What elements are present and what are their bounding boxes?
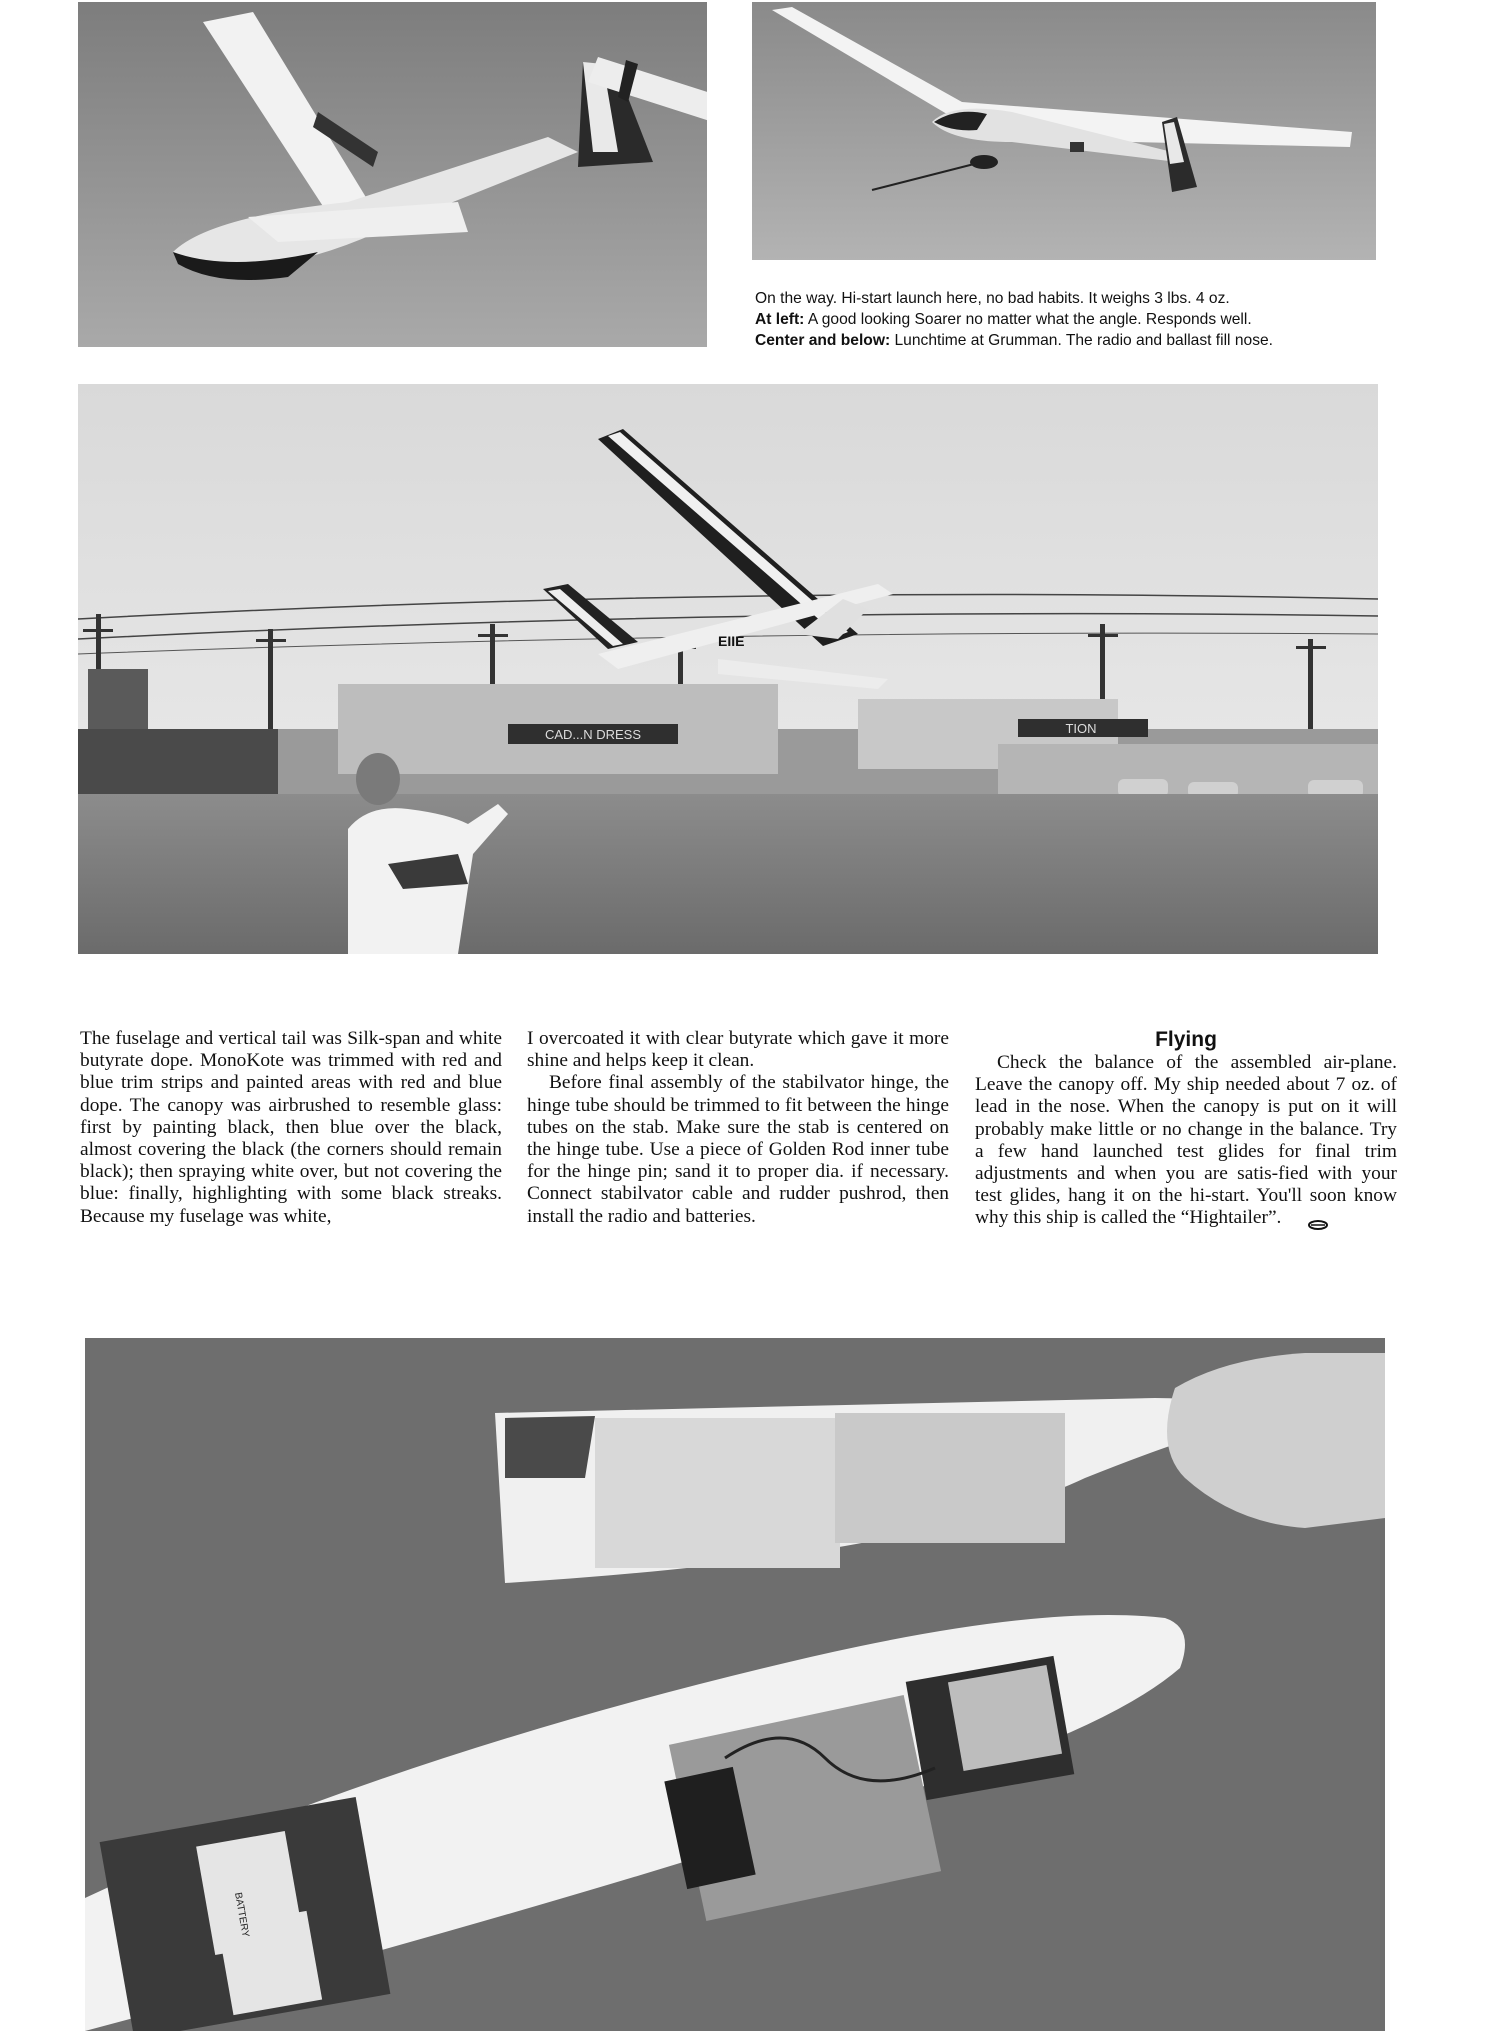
photo-glider-from-below: [78, 2, 707, 347]
photo-fuselage-interior: [85, 1338, 1385, 2031]
tail-marking: EIIE: [718, 633, 745, 649]
photo-pilot-flying-glider: [78, 384, 1378, 954]
battery-label: BATTERY: [232, 1891, 251, 1939]
caption-line-3: [755, 330, 1377, 351]
article-column-3: [975, 1028, 1397, 1230]
building-sign-right: TION: [1065, 721, 1097, 736]
caption-line-1: On the way. Hi-start launch here, no bad habits. It weighs 3 lbs. 4 oz.: [755, 290, 1230, 307]
caption-line-2: [755, 309, 1377, 330]
section-heading-flying: Flying: [1155, 1028, 1217, 1051]
article-column-1: [80, 1028, 502, 1228]
caption-text-center-below: Lunchtime at Grumman. The radio and ballast fill nose.: [890, 332, 1273, 349]
column-2-paragraph-2: Before final assembly of the stabilvator hinge, the hinge tube should be trimmed to fit between the hinge tubes on the stab. Make sure the stab is centered on the hinge tube. Use a piece of Golden Rod inner tube for the hinge pin; sand it to proper dia. if necessary. Connect stabilvator cable and rudder pushrod, then install the radio and batteries.: [527, 1072, 949, 1227]
building-sign-left: CAD...N DRESS: [544, 727, 642, 742]
caption-label-at-left: At left:: [755, 311, 805, 328]
column-2-paragraph-1: I overcoated it with clear butyrate which gave it more shine and helps keep it clean.: [527, 1028, 949, 1072]
caption-text-at-left: A good looking Soarer no matter what the angle. Responds well.: [804, 311, 1252, 328]
column-1-paragraph: The fuselage and vertical tail was Silk-span and white butyrate dope. MonoKote was trimmed with red and blue trim strips and painted areas with red and blue dope. The canopy was airbrushed to resemble glass: first by painting black, then blue over the black, almost covering the black (the corners should remain black); then spraying white over, but not covering the blue: finally, highlighting with some black streaks. Because my fuselage was white,: [80, 1028, 502, 1227]
article-column-2: [527, 1028, 949, 1228]
photo-glider-launch: [752, 2, 1376, 260]
column-3-paragraph-text: Check the balance of the assembled air-plane. Leave the canopy off. My ship needed about 7 oz. of lead in the nose. When the canopy is put on it will probably make little or no change in the balance. Try a few hand launched test glides for final trim adjustments and when you are satis-fied with your test glides, hang it on the hi-start. You'll soon know why this ship is called the “Hightailer”.: [975, 1052, 1397, 1229]
column-3-paragraph: [975, 1052, 1397, 1230]
caption-label-center-below: Center and below:: [755, 332, 891, 349]
end-of-article-mark-icon: [1286, 1214, 1306, 1224]
photo-caption: [755, 288, 1377, 351]
